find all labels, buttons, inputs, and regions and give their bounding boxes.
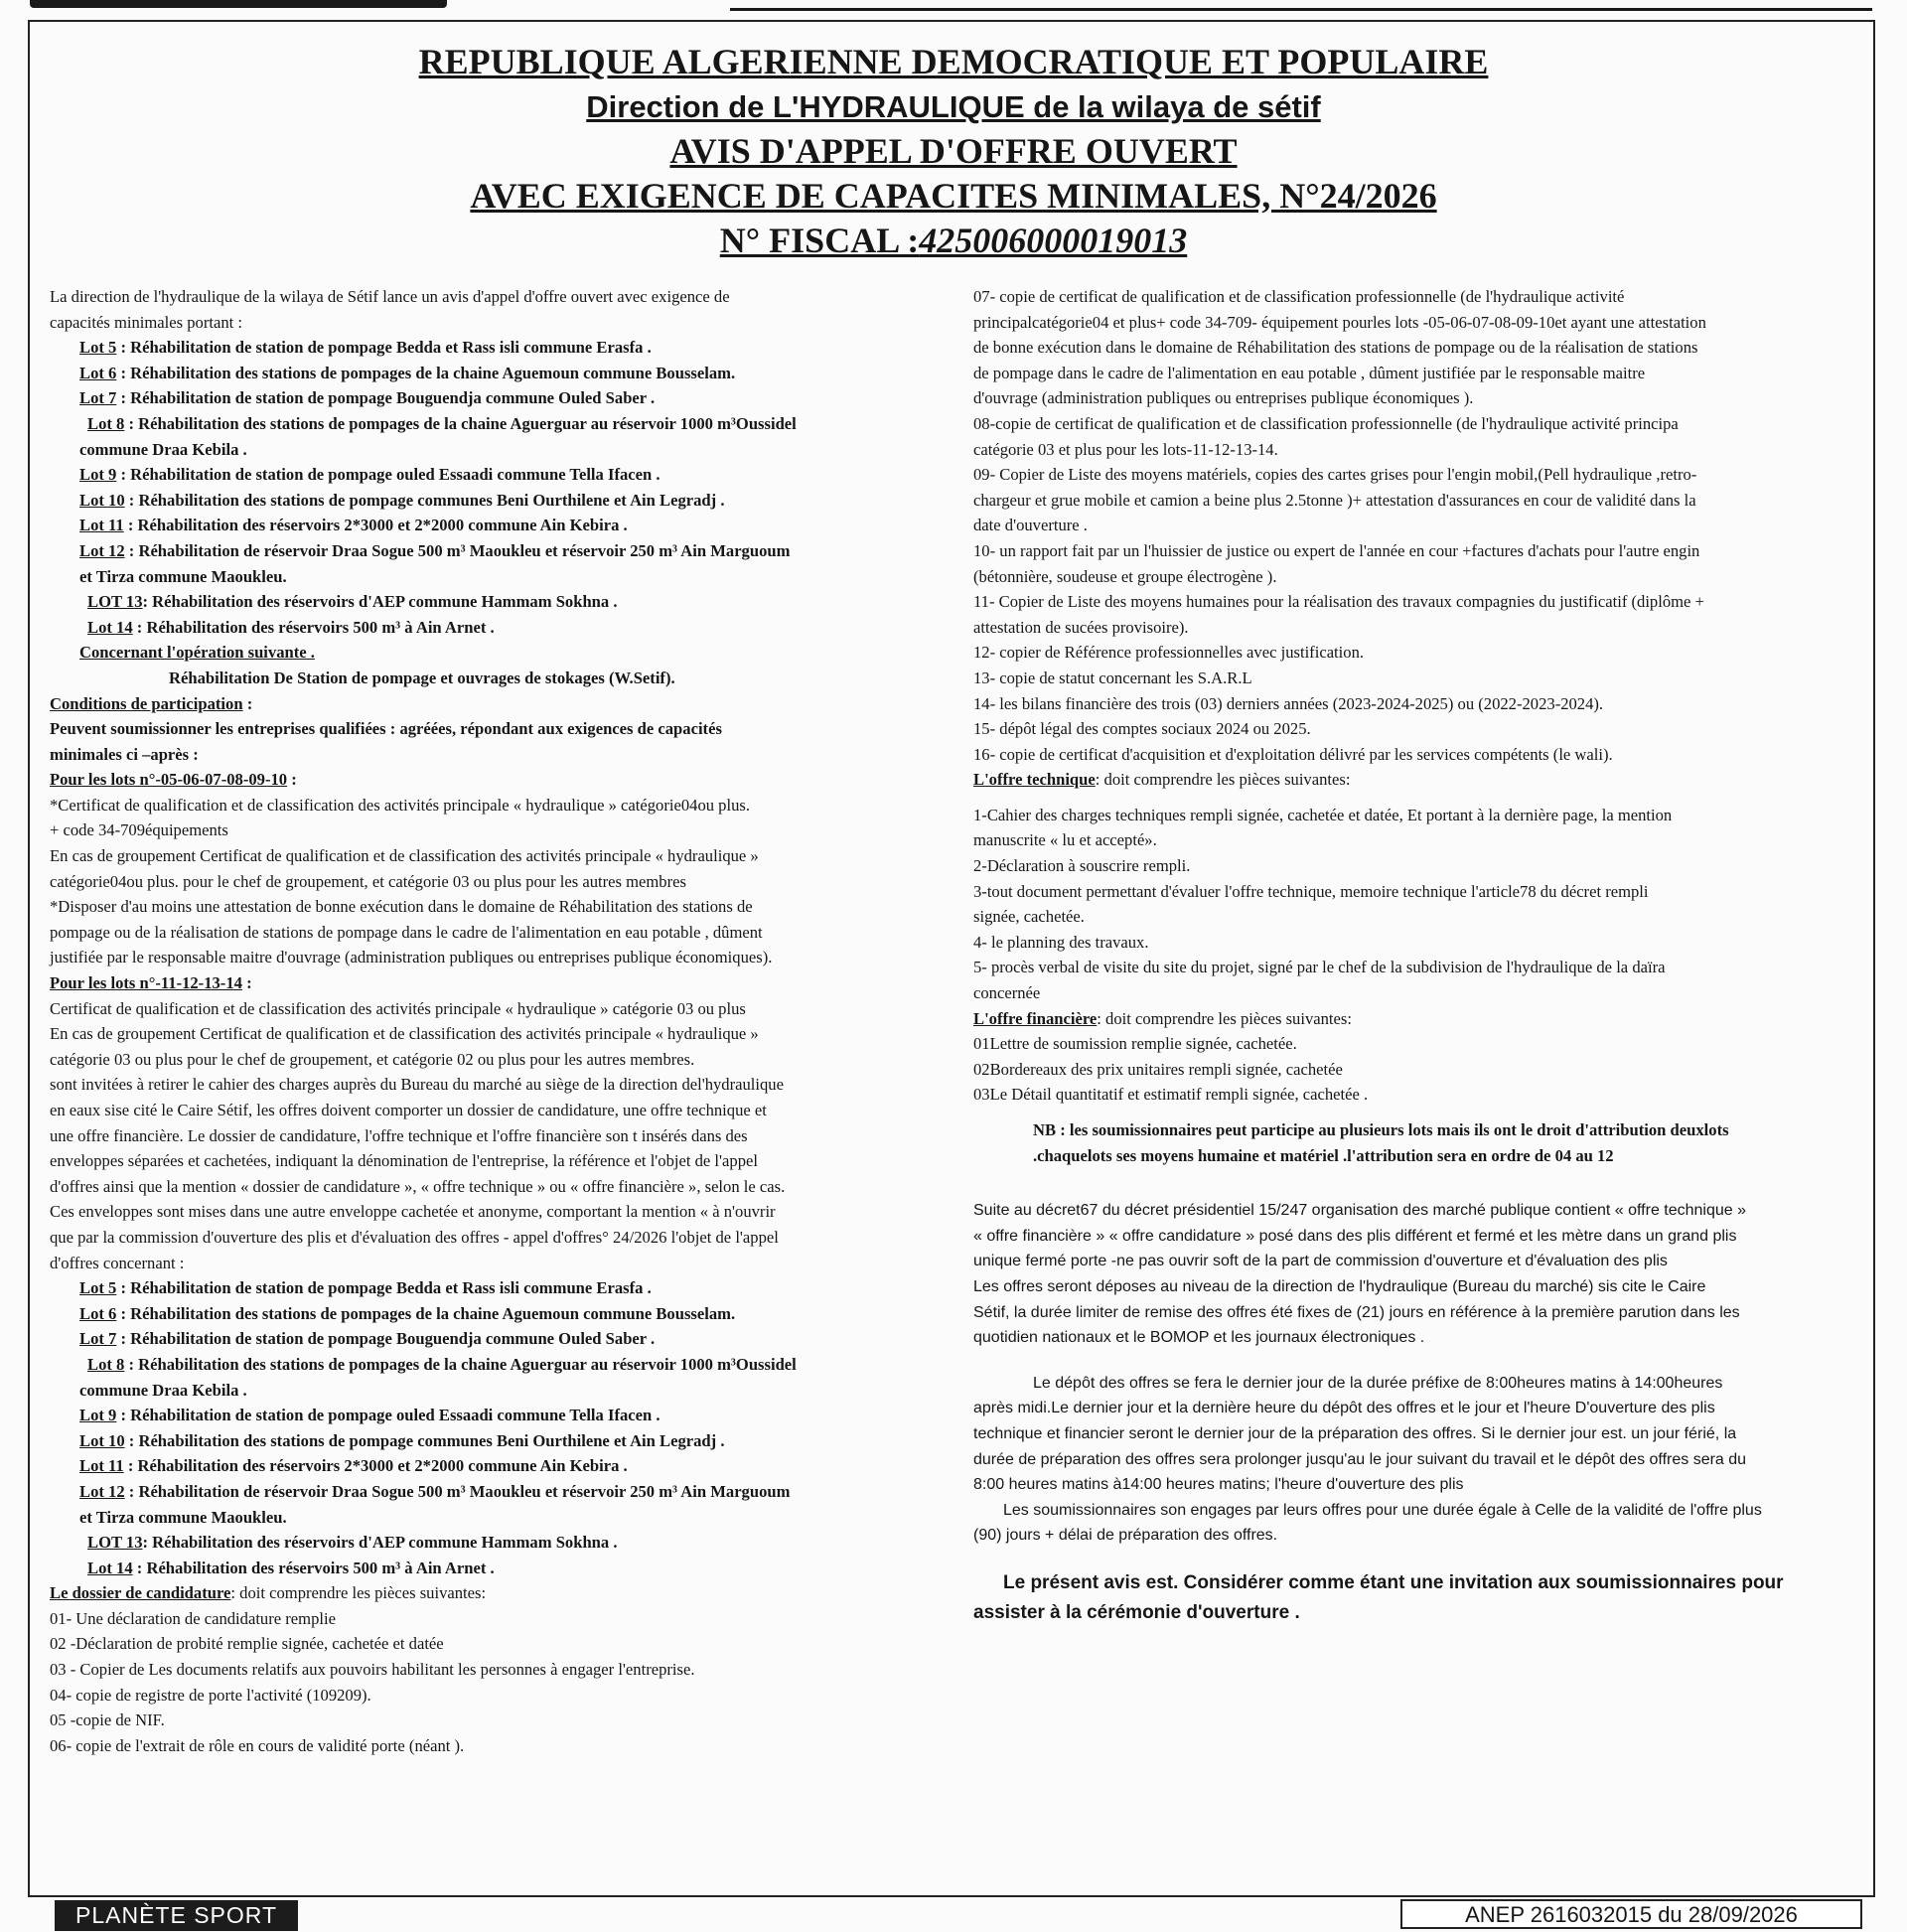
lots1-line: *Disposer d'au moins une attestation de bonne exécution dans le domaine de Réhabilitation des stations de [50,897,753,917]
requirement-line: catégorie 03 et plus pour les lots-11-12-13-14. [973,439,1278,459]
anep-reference: ANEP 2616032015 du 28/09/2026 [1400,1899,1862,1929]
header-direction: Direction de L'HYDRAULIQUE de la wilaya de sétif [586,89,1321,124]
lot-item: Lot 8 : Réhabilitation des stations de pompages de la chaine Aguerguar au réservoir 1000 m³Oussidel [87,413,797,433]
requirement-line: 11- Copier de Liste des moyens humaines pour la réalisation des travaux compagnies du justificatif (diplôme + [973,592,1704,612]
depot2-line: après midi.Le dernier jour et la dernière heure du dépôt des offres et le jour et l'heure D'ouverture des plis [973,1400,1715,1417]
lots1-line: En cas de groupement Certificat de qualification et de classification des activités principale « hydraulique » [50,846,759,866]
lot-item: Lot 12 : Réhabilitation de réservoir Draa Sogue 500 m³ Maoukleu et réservoir 250 m³ Ain Marguoum [79,1481,791,1501]
masthead-logo [30,0,447,8]
lots1-line: pompage ou de la réalisation de stations de pompage dans le cadre de l'alimentation en eau potable , dûment [50,922,763,942]
lots2-heading: Pour les lots n°-11-12-13-14 : [50,973,252,993]
dossier-line: 05 -copie de NIF. [50,1710,165,1730]
header-republic: REPUBLIQUE ALGERIENNE DEMOCRATIQUE ET POPULAIRE [418,42,1489,81]
depot2-line: (90) jours + délai de préparation des offres. [973,1527,1278,1545]
requirement-line: date d'ouverture . [973,516,1088,535]
lot-item: commune Draa Kebila . [79,1380,247,1400]
requirement-line: 07- copie de certificat de qualification et de classification professionnelle (de l'hydraulique activité [973,287,1625,306]
depot-line: Les offres seront déposes au niveau de la direction de l'hydraulique (Bureau du marché) sis cite le Caire [973,1277,1706,1295]
lots2-line: Certificat de qualification et de classification des activités principale « hydraulique » catégorie 03 ou plus [50,998,746,1018]
dossier-line: 01- Une déclaration de candidature remplie [50,1608,336,1628]
requirement-line: de bonne exécution dans le domaine de Réhabilitation des stations de pompage ou de la réalisation de stations [973,338,1698,358]
requirement-line: 15- dépôt légal des comptes sociaux 2024 ou 2025. [973,719,1311,739]
requirement-line: attestation de sucées provisoire). [973,617,1189,637]
lot-item: Lot 8 : Réhabilitation des stations de pompages de la chaine Aguerguar au réservoir 1000 m³Oussidel [87,1354,797,1374]
lot-item: Lot 10 : Réhabilitation des stations de pompage communes Beni Ourthilene et Ain Legradj . [79,1430,725,1450]
tech-line: 1-Cahier des charges techniques rempli signée, cachetée et datée, Et portant à la dernière page, la mention [973,805,1673,824]
lots2-line: en eaux sise cité le Caire Sétif, les offres doivent comporter un dossier de candidature, une offre technique et [50,1101,767,1119]
lot-label: Lot 8 [87,1354,125,1374]
header-fiscal-label: N° FISCAL : [719,221,920,260]
lots2-line: enveloppes séparées et cachetées, indiquant la dénomination de l'entreprise, la référence et l'objet de l'appel [50,1151,758,1171]
requirement-line: 12- copier de Référence professionnelles avec justification. [973,643,1365,663]
lot-label: Lot 6 [79,363,117,382]
conditions-heading: Conditions de participation : [50,693,253,713]
tech-line: 5- procès verbal de visite du site du projet, signé par le chef de la subdivision de l'hydraulique de la daïra [973,958,1666,977]
closing-statement: Le présent avis est. Considérer comme étant une invitation aux soumissionnaires pour [1003,1571,1784,1593]
lots2-line: sont invitées à retirer le cahier des charges auprès du Bureau du marché au siège de la direction del'hydraulique [50,1075,784,1095]
lots-list-b [50,1275,944,1580]
lot-item: Lot 11 : Réhabilitation des réservoirs 2*3000 et 2*2000 commune Ain Kebira . [79,1456,628,1476]
requirement-line: chargeur et grue mobile et camion a beine plus 2.5tonne )+ attestation d'assurances en cour de validité dans la [973,490,1696,510]
offre-financiere-heading: L'offre financière: doit comprendre les pièces suivantes: [973,1008,1352,1028]
suite-line: unique fermé porte -ne pas ouvrir soft de la part de commission d'ouverture et d'évaluation des plis [973,1253,1668,1270]
masthead-rule [730,8,1872,11]
tech-line: concernée [973,983,1041,1003]
right-column [973,284,1847,1628]
lot-item: Lot 14 : Réhabilitation des réservoirs 500 m³ à Ain Arnet . [87,1558,495,1577]
lots1-line: + code 34-709équipements [50,820,228,840]
top-masthead-bar [0,0,1907,14]
lot-label: LOT 13 [87,1533,143,1553]
requirement-line: 10- un rapport fait par un l'huissier de justice ou expert de l'année en cour +factures d'achats pour l'autre engin [973,540,1700,560]
lot-label: Lot 9 [79,465,117,485]
lot-label: Lot 11 [79,516,124,535]
lot-label: Lot 5 [79,1278,117,1298]
lots2-line: d'offres concernant : [50,1253,185,1272]
lots2-line: d'offres ainsi que la mention « dossier de candidature », « offre technique » ou « offre financière », selon le cas. [50,1176,786,1196]
depot2-line: technique et financier seront le dernier jour de la préparation des offres. Si le dernier jour est. un jour férié, la [973,1424,1737,1442]
lot-item: et Tirza commune Maoukleu. [79,1507,287,1527]
requirement-line: principalcatégorie04 et plus+ code 34-709- équipement pourles lots -05-06-07-08-09-10et ayant une attestation [973,312,1706,332]
requirement-line: 16- copie de certificat d'acquisition et d'exploitation délivré par les services compétents (le wali). [973,744,1613,764]
nb-note: NB : les soumissionnaires peut participe au plusieurs lots mais ils ont le droit d'attribution deuxlots [1033,1120,1729,1139]
lots2-line: En cas de groupement Certificat de qualification et de classification des activités principale « hydraulique » [50,1024,759,1044]
tech-line: 4- le planning des travaux. [973,932,1149,952]
conditions-text: minimales ci –après : [50,744,199,764]
tech-line: 2-Déclaration à souscrire rempli. [973,856,1191,876]
header-avis: AVIS D'APPEL D'OFFRE OUVERT [669,131,1238,171]
fin-line: 03Le Détail quantitatif et estimatif rempli signée, cachetée . [973,1085,1369,1105]
lot-item: Lot 11 : Réhabilitation des réservoirs 2*3000 et 2*2000 commune Ain Kebira . [79,516,628,535]
concernant-line: Concernant l'opération suivante . [79,643,315,663]
lots1-heading: Pour les lots n°-05-06-07-08-09-10 : [50,770,297,790]
fin-line: 02Bordereaux des prix unitaires rempli signée, cachetée [973,1059,1343,1079]
left-column [50,284,944,1758]
offre-technique-heading: L'offre technique: doit comprendre les pièces suivantes: [973,770,1351,790]
suite-line: « offre financière » « offre candidature » posé dans des plis différent et fermé et les mètre dans un grand plis [973,1227,1737,1245]
header-fiscal-value: 425006000019013 [919,221,1188,260]
requirement-line: 08-copie de certificat de qualification et de classification professionnelle (de l'hydraulique activité principa [973,413,1679,433]
dossier-line: 06- copie de l'extrait de rôle en cours de validité porte (néant ). [50,1735,465,1755]
fin-line: 01Lettre de soumission remplie signée, cachetée. [973,1034,1297,1054]
lot-label: Lot 5 [79,338,117,358]
lot-label: Lot 6 [79,1303,117,1323]
requirement-line: d'ouvrage (administration publiques ou entreprises publique économiques ). [973,388,1474,408]
lot-label: Lot 7 [79,1329,117,1349]
lot-label: Lot 14 [87,1558,133,1577]
lot-item: Lot 9 : Réhabilitation de station de pompage ouled Essaadi commune Tella Ifacen . [79,465,660,485]
lots2-line: Ces enveloppes sont mises dans une autre enveloppe cachetée et anonyme, comportant la mention « à n'ouvrir [50,1202,776,1222]
depot-line: quotidien nationaux et le BOMOP et les journaux électroniques . [973,1329,1425,1347]
nb-note: .chaquelots ses moyens humaine et matériel .l'attribution sera en ordre de 04 au 12 [1033,1145,1614,1165]
depot2-line: Le dépôt des offres se fera le dernier jour de la durée préfixe de 8:00heures matins à 14:00heures [1033,1374,1723,1392]
lot-label: Lot 9 [79,1406,117,1425]
lots1-line: justifiée par le responsable maitre d'ouvrage (administration publiques ou entreprises publique économiques). [50,948,773,967]
tech-line: signée, cachetée. [973,907,1085,927]
lot-item: Lot 14 : Réhabilitation des réservoirs 500 m³ à Ain Arnet . [87,617,495,637]
depot2-line: durée de préparation des offres sera prolonger jusqu'au le jour suivant du travail et le dépôt des offres sera du [973,1450,1747,1468]
lot-item: Lot 9 : Réhabilitation de station de pompage ouled Essaadi commune Tella Ifacen . [79,1406,660,1425]
header-exigence: AVEC EXIGENCE DE CAPACITES MINIMALES, N°24/2026 [470,176,1437,216]
lot-item: LOT 13: Réhabilitation des réservoirs d'AEP commune Hammam Sokhna . [87,1533,618,1553]
depot2-line: Les soumissionnaires son engages par leurs offres pour une durée égale à Celle de la validité de l'offre plus [1003,1501,1762,1519]
requirement-line: 14- les bilans financière des trois (03) derniers années (2023-2024-2025) ou (2022-2023-2024). [973,693,1604,713]
lot-label: Lot 12 [79,1481,125,1501]
lot-item: commune Draa Kebila . [79,439,247,459]
requirement-line: 13- copie de statut concernant les S.A.R.L [973,668,1252,687]
lot-item: Lot 6 : Réhabilitation des stations de pompages de la chaine Aguemoun commune Bousselam. [79,363,736,382]
dossier-line: 03 - Copier de Les documents relatifs aux pouvoirs habilitant les personnes à engager l'entreprise. [50,1660,695,1680]
lots2-line: catégorie 03 ou plus pour le chef de groupement, et catégorie 02 ou plus pour les autres membres. [50,1049,695,1069]
lot-item: Lot 10 : Réhabilitation des stations de pompage communes Beni Ourthilene et Ain Legradj . [79,490,725,510]
lot-item: et Tirza commune Maoukleu. [79,566,287,586]
depot-line: Sétif, la durée limiter de remise des offres été fixes de (21) jours en référence à la première parution dans les [973,1303,1740,1321]
lot-item: Lot 6 : Réhabilitation des stations de pompages de la chaine Aguemoun commune Bousselam. [79,1303,736,1323]
header-fiscal [0,219,1907,263]
lot-item: LOT 13: Réhabilitation des réservoirs d'AEP commune Hammam Sokhna . [87,592,618,612]
lot-label: Lot 10 [79,490,125,510]
lot-label: Lot 8 [87,413,125,433]
lot-label: Lot 7 [79,388,117,408]
requirement-line: (bétonnière, soudeuse et groupe électrogène ). [973,566,1277,586]
depot2-line: 8:00 heures matins à14:00 heures matins; l'heure d'ouverture des plis [973,1476,1464,1494]
conditions-text: Peuvent soumissionner les entreprises qualifiées : agréées, répondant aux exigences de capacités [50,719,722,739]
lot-item: Lot 5 : Réhabilitation de station de pompage Bedda et Rass isli commune Erasfa . [79,338,652,358]
lot-label: Lot 11 [79,1456,124,1476]
lot-item: Lot 7 : Réhabilitation de station de pompage Bouguendja commune Ouled Saber . [79,1329,656,1349]
dossier-line: 02 -Déclaration de probité remplie signée, cachetée et datée [50,1634,444,1654]
dossier-line: 04- copie de registre de porte l'activité (109209). [50,1685,371,1705]
lot-item: Lot 5 : Réhabilitation de station de pompage Bedda et Rass isli commune Erasfa . [79,1278,652,1298]
lots2-line: que par la commission d'ouverture des plis et d'évaluation des offres - appel d'offres° 24/2026 l'objet de l'appel [50,1227,779,1247]
notice-header [0,40,1907,263]
intro-line: capacités minimales portant : [50,312,242,332]
requirement-line: 09- Copier de Liste des moyens matériels, copies des cartes grises pour l'engin mobil,(Pell hydraulique ,retro- [973,465,1697,485]
lots2-line: une offre financière. Le dossier de candidature, l'offre technique et l'offre financière son t insérés dans des [50,1125,748,1145]
tech-line: 3-tout document permettant d'évaluer l'offre technique, memoire technique l'article78 du décret rempli [973,881,1649,901]
operation-line: Réhabilitation De Station de pompage et ouvrages de stokages (W.Setif). [169,668,675,687]
intro-line: La direction de l'hydraulique de la wilaya de Sétif lance un avis d'appel d'offre ouvert avec exigence de [50,287,730,306]
lot-label: Lot 12 [79,540,125,560]
lots-list-a [50,335,944,640]
lot-item: Lot 7 : Réhabilitation de station de pompage Bouguendja commune Ouled Saber . [79,388,656,408]
section-label: PLANÈTE SPORT [55,1900,298,1931]
footer-bar [0,1899,1907,1932]
lot-label: Lot 10 [79,1430,125,1450]
lot-label: LOT 13 [87,592,143,612]
suite-line: Suite au décret67 du décret présidentiel 15/247 organisation des marché publique contient « offre technique » [973,1202,1747,1220]
requirement-line: de pompage dans le cadre de l'alimentation en eau potable , dûment justifiée par le responsable maitre [973,363,1646,382]
closing-statement: assister à la cérémonie d'ouverture . [973,1601,1300,1623]
dossier-heading: Le dossier de candidature: doit comprendre les pièces suivantes: [50,1583,487,1603]
tech-line: manuscrite « lu et accepté». [973,830,1157,850]
lots1-line: *Certificat de qualification et de classification des activités principale « hydraulique » catégorie04ou plus. [50,795,750,815]
lots1-line: catégorie04ou plus. pour le chef de groupement, et catégorie 03 ou plus pour les autres membres [50,871,686,891]
lot-label: Lot 14 [87,617,133,637]
lot-item: Lot 12 : Réhabilitation de réservoir Draa Sogue 500 m³ Maoukleu et réservoir 250 m³ Ain Marguoum [79,540,791,560]
